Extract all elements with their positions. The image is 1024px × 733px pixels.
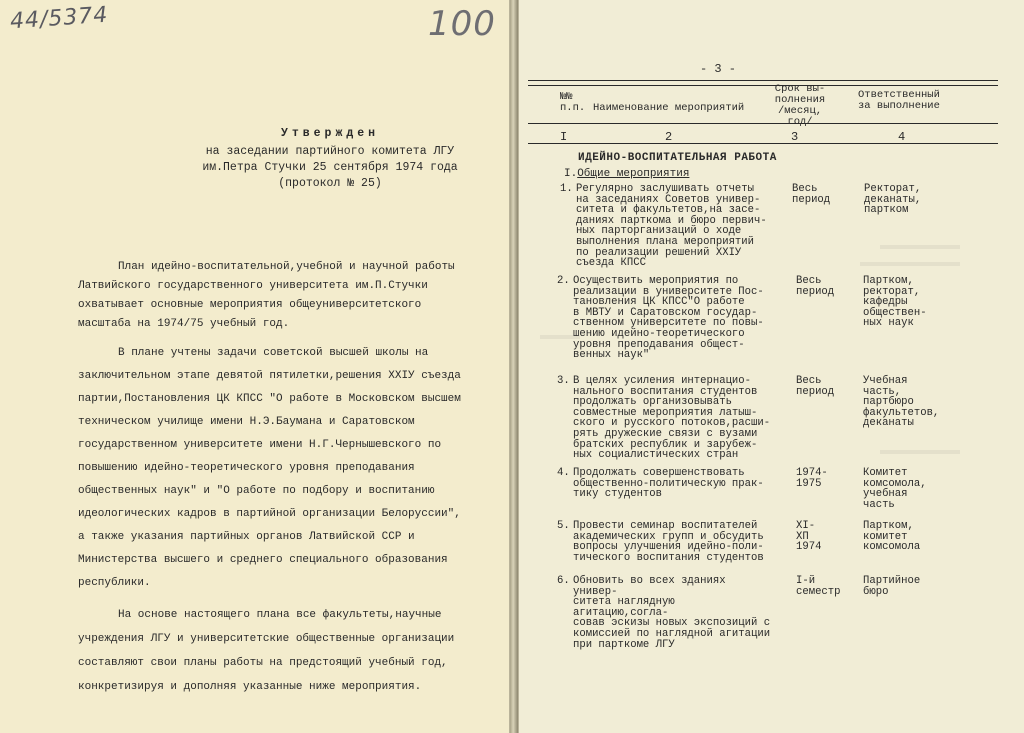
approval-line-2: им.Петра Стучки 25 сентября 1974 года [202, 161, 458, 174]
intro-text [78, 258, 473, 707]
column-number-1: I [560, 130, 568, 144]
column-number-2: 2 [665, 130, 673, 144]
book-gutter [510, 0, 518, 733]
item-responsible: Комитет комсомола, учебная часть [863, 467, 927, 511]
column-number-4: 4 [898, 130, 906, 144]
column-number-rule [528, 143, 998, 144]
section-title: ИДЕЙНО-ВОСПИТАТЕЛЬНАЯ РАБОТА [578, 152, 777, 164]
item-description: Регулярно заслушивать отчеты на заседаниях Советов универ- ситета и факультетов,на засе- даниях парткома и бюро первич- ных парторганизаций о ходе выполнения плана мероприятий по реализации решений XXIУ съезда КПСС [576, 183, 767, 270]
item-term: Весь период [792, 183, 831, 206]
item-number: 4. [557, 467, 570, 479]
item-description: Обновить во всех зданиях универ- ситета наглядную агитацию,согла- совав эскизы новых экспозиций с комиссией по наглядной агитации при парткоме ЛГУ [573, 575, 771, 651]
item-description: Провести семинар воспитателей академических групп и обсудить вопросы улучшения идейно-поли- тического воспитания студентов [573, 520, 764, 564]
subsection-number: I. [564, 168, 578, 180]
item-responsible: Ректорат, деканаты, партком [864, 183, 922, 217]
column-number-3: 3 [791, 130, 799, 144]
header-col-term: Срок вы- полнения /месяц, год/ [774, 83, 826, 128]
header-col-number: №№ п.п. [560, 91, 586, 114]
item-number: 2. [557, 275, 570, 287]
item-responsible: Партком, комитет комсомола [863, 520, 921, 554]
bleed-through-mark [860, 262, 960, 266]
bleed-through-mark [880, 245, 960, 249]
approval-line-3: (протокол № 25) [278, 177, 382, 190]
item-description: Продолжать совершенствовать общественно-политическую прак- тику студентов [573, 467, 764, 501]
intro-paragraph-1: План идейно-воспитательной,учебной и научной работы Латвийского государственного университета им.П.Стучки охватывает основные мероприятия общеуниверситетского масштаба на 1974/75 учебный год. [78, 261, 455, 330]
item-number: 5. [557, 520, 570, 532]
item-description: В целях усиления интернацио- нального воспитания студентов продолжать организовывать совместные мероприятия латыш- ского и русского потоков,расши- рять дружеские связи с вузами братских республик и зарубеж- ных социалистических стран [573, 375, 771, 462]
header-bottom-rule [528, 123, 998, 124]
intro-paragraph-2: В плане учтены задачи советской высшей школы на заключительном этапе девятой пятилетки,решения XXIУ съезда партии,Постановления ЦК КПСС "О работе в Московском высшем техническом училище имени Н.Э.Баумана и Саратовском государственном университете имени Н.Г.Чернышевского по повышению идейно-теоретического уровня преподавания общественных наук" и "О работе по подбору и воспитанию идеологических кадров в партийной организации Белоруссии", а также указания партийных органов Латвийской ССР и Министерства высшего и среднего специального образования республики. [78, 347, 461, 589]
handwritten-sheet-number: 100 [428, 4, 496, 44]
item-number: 1. [560, 183, 573, 195]
item-term: 1974- 1975 [796, 467, 828, 490]
handwritten-archive-number: 44/5374 [9, 2, 110, 35]
approval-stamp-text [180, 126, 480, 192]
item-number: 6. [557, 575, 570, 587]
page-number: - 3 - [700, 62, 737, 76]
approval-line-1: на заседании партийного комитета ЛГУ [205, 145, 455, 158]
item-term: XI-XП 1974 [796, 520, 822, 554]
item-responsible: Партийное бюро [863, 575, 921, 598]
item-term: Весь период [796, 275, 835, 298]
bleed-through-mark [880, 450, 960, 454]
header-col-name: Наименование мероприятий [593, 102, 745, 114]
intro-paragraph-3: На основе настоящего плана все факультеты,научные учреждения ЛГУ и университетские общественные организации составляют свои планы работы на предстоящий учебный год, конкретизируя и дополняя указанные ниже мероприятия. [78, 609, 455, 693]
subsection-title: Общие мероприятия [577, 168, 690, 180]
item-description: Осуществить мероприятия по реализации в университете Пос- тановления ЦК КПСС"О работе в МВТУ и Саратовском государ- ственном университете по повы- шению идейно-теоретического уровня преподавания общест- венных наук" [573, 275, 764, 362]
item-term: Весь период [796, 375, 835, 398]
item-term: I-й семестр [796, 575, 841, 598]
table-top-rule-2 [528, 85, 998, 86]
item-responsible: Учебная часть, партбюро факультетов, деканаты [863, 375, 940, 430]
table-top-rule [528, 80, 998, 81]
header-col-responsible: Ответственный за выполнение [858, 89, 940, 112]
item-number: 3. [557, 375, 570, 387]
item-responsible: Партком, ректорат, кафедры обществен- ных наук [863, 275, 927, 330]
subsection-heading [564, 168, 689, 180]
approval-title: Утвержден [280, 127, 380, 140]
